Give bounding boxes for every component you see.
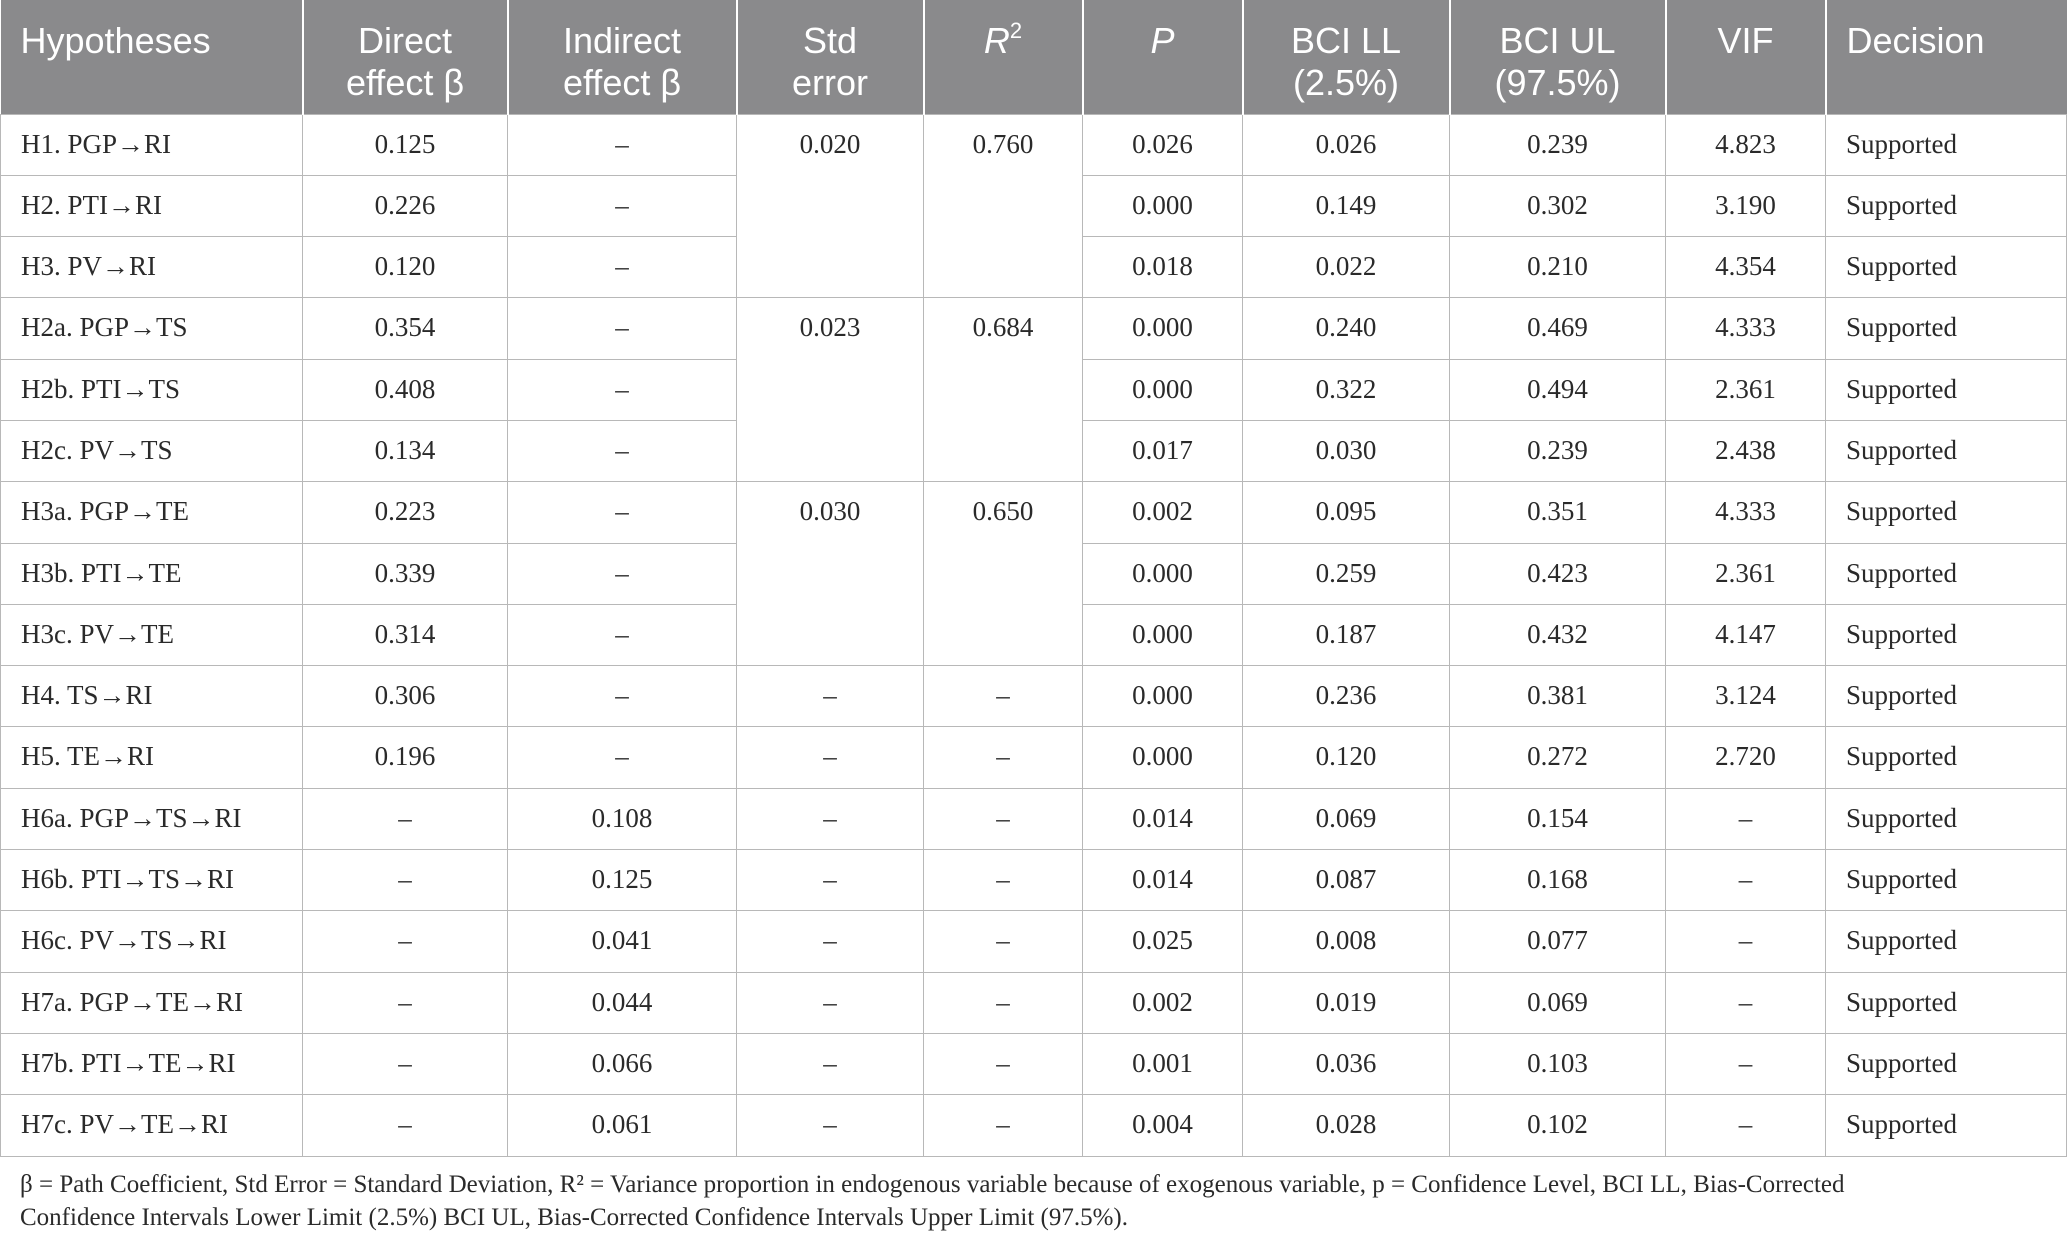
cell-decision: Supported bbox=[1826, 727, 2067, 788]
cell-indirect: – bbox=[508, 237, 737, 298]
header-indirect-effect: Indirect effect β bbox=[508, 0, 737, 114]
cell-p: 0.001 bbox=[1083, 1033, 1243, 1094]
cell-r-squared: – bbox=[924, 788, 1083, 849]
header-hypotheses: Hypotheses bbox=[1, 0, 303, 114]
cell-bci-ll: 0.022 bbox=[1243, 237, 1450, 298]
cell-indirect: – bbox=[508, 298, 737, 359]
cell-indirect: – bbox=[508, 482, 737, 543]
header-r-squared: $R^2$ bbox=[924, 0, 1083, 114]
table-row bbox=[1, 972, 2067, 1033]
cell-direct: 0.354 bbox=[303, 298, 508, 359]
cell-r-squared: – bbox=[924, 727, 1083, 788]
cell-decision: Supported bbox=[1826, 237, 2067, 298]
cell-decision: Supported bbox=[1826, 114, 2067, 175]
cell-p: 0.014 bbox=[1083, 788, 1243, 849]
cell-bci-ll: 0.236 bbox=[1243, 666, 1450, 727]
cell-hypothesis: H2a. PGP→TS bbox=[1, 298, 303, 359]
cell-std-error: – bbox=[737, 1033, 924, 1094]
cell-std-error: – bbox=[737, 972, 924, 1033]
table-footnote bbox=[20, 1168, 2020, 1234]
cell-vif: 4.823 bbox=[1666, 114, 1826, 175]
cell-std-error: – bbox=[737, 1095, 924, 1156]
cell-bci-ul: 0.154 bbox=[1450, 788, 1666, 849]
cell-decision: Supported bbox=[1826, 788, 2067, 849]
cell-hypothesis: H5. TE→RI bbox=[1, 727, 303, 788]
cell-std-error: – bbox=[737, 911, 924, 972]
cell-bci-ll: 0.095 bbox=[1243, 482, 1450, 543]
cell-direct: 0.339 bbox=[303, 543, 508, 604]
cell-p: 0.000 bbox=[1083, 604, 1243, 665]
cell-p: 0.000 bbox=[1083, 666, 1243, 727]
cell-hypothesis: H4. TS→RI bbox=[1, 666, 303, 727]
cell-decision: Supported bbox=[1826, 666, 2067, 727]
cell-bci-ul: 0.103 bbox=[1450, 1033, 1666, 1094]
cell-vif: 3.124 bbox=[1666, 666, 1826, 727]
cell-vif: 2.720 bbox=[1666, 727, 1826, 788]
cell-bci-ll: 0.026 bbox=[1243, 114, 1450, 175]
header-p-value: P bbox=[1083, 0, 1243, 114]
cell-direct: 0.306 bbox=[303, 666, 508, 727]
cell-direct: – bbox=[303, 1095, 508, 1156]
cell-hypothesis: H7c. PV→TE→RI bbox=[1, 1095, 303, 1156]
cell-hypothesis: H3a. PGP→TE bbox=[1, 482, 303, 543]
cell-indirect: – bbox=[508, 604, 737, 665]
cell-p: 0.014 bbox=[1083, 850, 1243, 911]
table-row bbox=[1, 298, 2067, 359]
table-row bbox=[1, 727, 2067, 788]
cell-hypothesis: H7b. PTI→TE→RI bbox=[1, 1033, 303, 1094]
cell-r-squared: – bbox=[924, 972, 1083, 1033]
cell-indirect: – bbox=[508, 666, 737, 727]
table-row bbox=[1, 850, 2067, 911]
cell-bci-ul: 0.239 bbox=[1450, 114, 1666, 175]
cell-direct: 0.226 bbox=[303, 175, 508, 236]
cell-vif: – bbox=[1666, 911, 1826, 972]
cell-bci-ul: 0.102 bbox=[1450, 1095, 1666, 1156]
header-decision: Decision bbox=[1826, 0, 2067, 114]
cell-r-squared: 0.760 bbox=[924, 114, 1083, 298]
cell-bci-ul: 0.469 bbox=[1450, 298, 1666, 359]
cell-indirect: 0.108 bbox=[508, 788, 737, 849]
cell-hypothesis: H3c. PV→TE bbox=[1, 604, 303, 665]
cell-indirect: 0.066 bbox=[508, 1033, 737, 1094]
cell-hypothesis: H6a. PGP→TS→RI bbox=[1, 788, 303, 849]
cell-vif: – bbox=[1666, 1095, 1826, 1156]
cell-std-error: 0.020 bbox=[737, 114, 924, 298]
cell-decision: Supported bbox=[1826, 1095, 2067, 1156]
cell-p: 0.000 bbox=[1083, 727, 1243, 788]
cell-direct: 0.120 bbox=[303, 237, 508, 298]
cell-std-error: 0.023 bbox=[737, 298, 924, 482]
footnote-line-1: β = Path Coefficient, Std Error = Standard Deviation, R² = Variance proportion in endogenous variable because of exogenous variable, p = Confidence Level, BCI LL, Bias-Corrected bbox=[20, 1171, 1845, 1198]
cell-vif: 2.361 bbox=[1666, 359, 1826, 420]
cell-bci-ll: 0.120 bbox=[1243, 727, 1450, 788]
table-row bbox=[1, 482, 2067, 543]
header-bci-ll: BCI LL (2.5%) bbox=[1243, 0, 1450, 114]
header-direct-effect: Direct effect β bbox=[303, 0, 508, 114]
cell-decision: Supported bbox=[1826, 911, 2067, 972]
cell-direct: – bbox=[303, 911, 508, 972]
cell-p: 0.000 bbox=[1083, 543, 1243, 604]
cell-p: 0.002 bbox=[1083, 972, 1243, 1033]
cell-vif: – bbox=[1666, 788, 1826, 849]
cell-bci-ll: 0.030 bbox=[1243, 420, 1450, 481]
table-row bbox=[1, 788, 2067, 849]
cell-direct: 0.408 bbox=[303, 359, 508, 420]
cell-p: 0.002 bbox=[1083, 482, 1243, 543]
header-bci-ul: BCI UL (97.5%) bbox=[1450, 0, 1666, 114]
cell-hypothesis: H7a. PGP→TE→RI bbox=[1, 972, 303, 1033]
table-row bbox=[1, 1095, 2067, 1156]
cell-indirect: 0.061 bbox=[508, 1095, 737, 1156]
cell-indirect: – bbox=[508, 175, 737, 236]
cell-bci-ll: 0.019 bbox=[1243, 972, 1450, 1033]
cell-direct: 0.196 bbox=[303, 727, 508, 788]
cell-decision: Supported bbox=[1826, 175, 2067, 236]
cell-direct: 0.134 bbox=[303, 420, 508, 481]
cell-r-squared: – bbox=[924, 850, 1083, 911]
header-std-error: Std error bbox=[737, 0, 924, 114]
cell-p: 0.004 bbox=[1083, 1095, 1243, 1156]
cell-r-squared: – bbox=[924, 911, 1083, 972]
cell-direct: – bbox=[303, 972, 508, 1033]
cell-r-squared: – bbox=[924, 666, 1083, 727]
cell-bci-ul: 0.423 bbox=[1450, 543, 1666, 604]
cell-bci-ll: 0.322 bbox=[1243, 359, 1450, 420]
cell-std-error: – bbox=[737, 666, 924, 727]
cell-bci-ul: 0.168 bbox=[1450, 850, 1666, 911]
table-row bbox=[1, 666, 2067, 727]
cell-hypothesis: H6b. PTI→TS→RI bbox=[1, 850, 303, 911]
cell-indirect: 0.041 bbox=[508, 911, 737, 972]
cell-bci-ul: 0.351 bbox=[1450, 482, 1666, 543]
cell-vif: – bbox=[1666, 850, 1826, 911]
cell-direct: 0.223 bbox=[303, 482, 508, 543]
cell-indirect: – bbox=[508, 359, 737, 420]
cell-direct: 0.125 bbox=[303, 114, 508, 175]
cell-bci-ul: 0.210 bbox=[1450, 237, 1666, 298]
cell-direct: – bbox=[303, 850, 508, 911]
cell-bci-ll: 0.036 bbox=[1243, 1033, 1450, 1094]
cell-vif: 4.333 bbox=[1666, 298, 1826, 359]
cell-std-error: 0.030 bbox=[737, 482, 924, 666]
cell-indirect: 0.044 bbox=[508, 972, 737, 1033]
cell-indirect: – bbox=[508, 727, 737, 788]
cell-bci-ul: 0.302 bbox=[1450, 175, 1666, 236]
cell-vif: – bbox=[1666, 1033, 1826, 1094]
cell-bci-ll: 0.149 bbox=[1243, 175, 1450, 236]
cell-p: 0.000 bbox=[1083, 175, 1243, 236]
table-row bbox=[1, 911, 2067, 972]
footnote-line-2: Confidence Intervals Lower Limit (2.5%) BCI UL, Bias-Corrected Confidence Intervals Upper Limit (97.5%). bbox=[20, 1204, 1129, 1231]
cell-p: 0.025 bbox=[1083, 911, 1243, 972]
cell-hypothesis: H6c. PV→TS→RI bbox=[1, 911, 303, 972]
cell-bci-ul: 0.494 bbox=[1450, 359, 1666, 420]
cell-r-squared: – bbox=[924, 1095, 1083, 1156]
header-vif: VIF bbox=[1666, 0, 1826, 114]
cell-hypothesis: H3b. PTI→TE bbox=[1, 543, 303, 604]
cell-bci-ll: 0.187 bbox=[1243, 604, 1450, 665]
cell-bci-ll: 0.008 bbox=[1243, 911, 1450, 972]
cell-direct: – bbox=[303, 788, 508, 849]
cell-decision: Supported bbox=[1826, 482, 2067, 543]
cell-hypothesis: H1. PGP→RI bbox=[1, 114, 303, 175]
cell-p: 0.000 bbox=[1083, 298, 1243, 359]
cell-r-squared: 0.650 bbox=[924, 482, 1083, 666]
cell-bci-ll: 0.259 bbox=[1243, 543, 1450, 604]
cell-bci-ll: 0.240 bbox=[1243, 298, 1450, 359]
cell-indirect: 0.125 bbox=[508, 850, 737, 911]
cell-bci-ul: 0.239 bbox=[1450, 420, 1666, 481]
cell-r-squared: 0.684 bbox=[924, 298, 1083, 482]
cell-decision: Supported bbox=[1826, 604, 2067, 665]
cell-direct: – bbox=[303, 1033, 508, 1094]
cell-vif: – bbox=[1666, 972, 1826, 1033]
cell-decision: Supported bbox=[1826, 543, 2067, 604]
cell-hypothesis: H2c. PV→TS bbox=[1, 420, 303, 481]
cell-bci-ll: 0.069 bbox=[1243, 788, 1450, 849]
cell-decision: Supported bbox=[1826, 420, 2067, 481]
cell-decision: Supported bbox=[1826, 298, 2067, 359]
cell-bci-ul: 0.432 bbox=[1450, 604, 1666, 665]
cell-vif: 4.147 bbox=[1666, 604, 1826, 665]
cell-vif: 4.354 bbox=[1666, 237, 1826, 298]
table-row bbox=[1, 114, 2067, 175]
cell-indirect: – bbox=[508, 114, 737, 175]
cell-bci-ul: 0.069 bbox=[1450, 972, 1666, 1033]
cell-bci-ul: 0.272 bbox=[1450, 727, 1666, 788]
cell-hypothesis: H2. PTI→RI bbox=[1, 175, 303, 236]
cell-r-squared: – bbox=[924, 1033, 1083, 1094]
cell-bci-ul: 0.381 bbox=[1450, 666, 1666, 727]
cell-indirect: – bbox=[508, 543, 737, 604]
cell-bci-ll: 0.087 bbox=[1243, 850, 1450, 911]
cell-direct: 0.314 bbox=[303, 604, 508, 665]
cell-std-error: – bbox=[737, 850, 924, 911]
cell-p: 0.018 bbox=[1083, 237, 1243, 298]
cell-hypothesis: H3. PV→RI bbox=[1, 237, 303, 298]
cell-p: 0.017 bbox=[1083, 420, 1243, 481]
cell-decision: Supported bbox=[1826, 359, 2067, 420]
cell-indirect: – bbox=[508, 420, 737, 481]
cell-vif: 2.361 bbox=[1666, 543, 1826, 604]
table-row bbox=[1, 1033, 2067, 1094]
cell-std-error: – bbox=[737, 727, 924, 788]
cell-decision: Supported bbox=[1826, 850, 2067, 911]
cell-decision: Supported bbox=[1826, 972, 2067, 1033]
cell-std-error: – bbox=[737, 788, 924, 849]
cell-bci-ul: 0.077 bbox=[1450, 911, 1666, 972]
cell-vif: 2.438 bbox=[1666, 420, 1826, 481]
cell-decision: Supported bbox=[1826, 1033, 2067, 1094]
cell-hypothesis: H2b. PTI→TS bbox=[1, 359, 303, 420]
cell-vif: 3.190 bbox=[1666, 175, 1826, 236]
header-row bbox=[1, 0, 2067, 114]
cell-p: 0.026 bbox=[1083, 114, 1243, 175]
cell-p: 0.000 bbox=[1083, 359, 1243, 420]
cell-vif: 4.333 bbox=[1666, 482, 1826, 543]
cell-bci-ll: 0.028 bbox=[1243, 1095, 1450, 1156]
